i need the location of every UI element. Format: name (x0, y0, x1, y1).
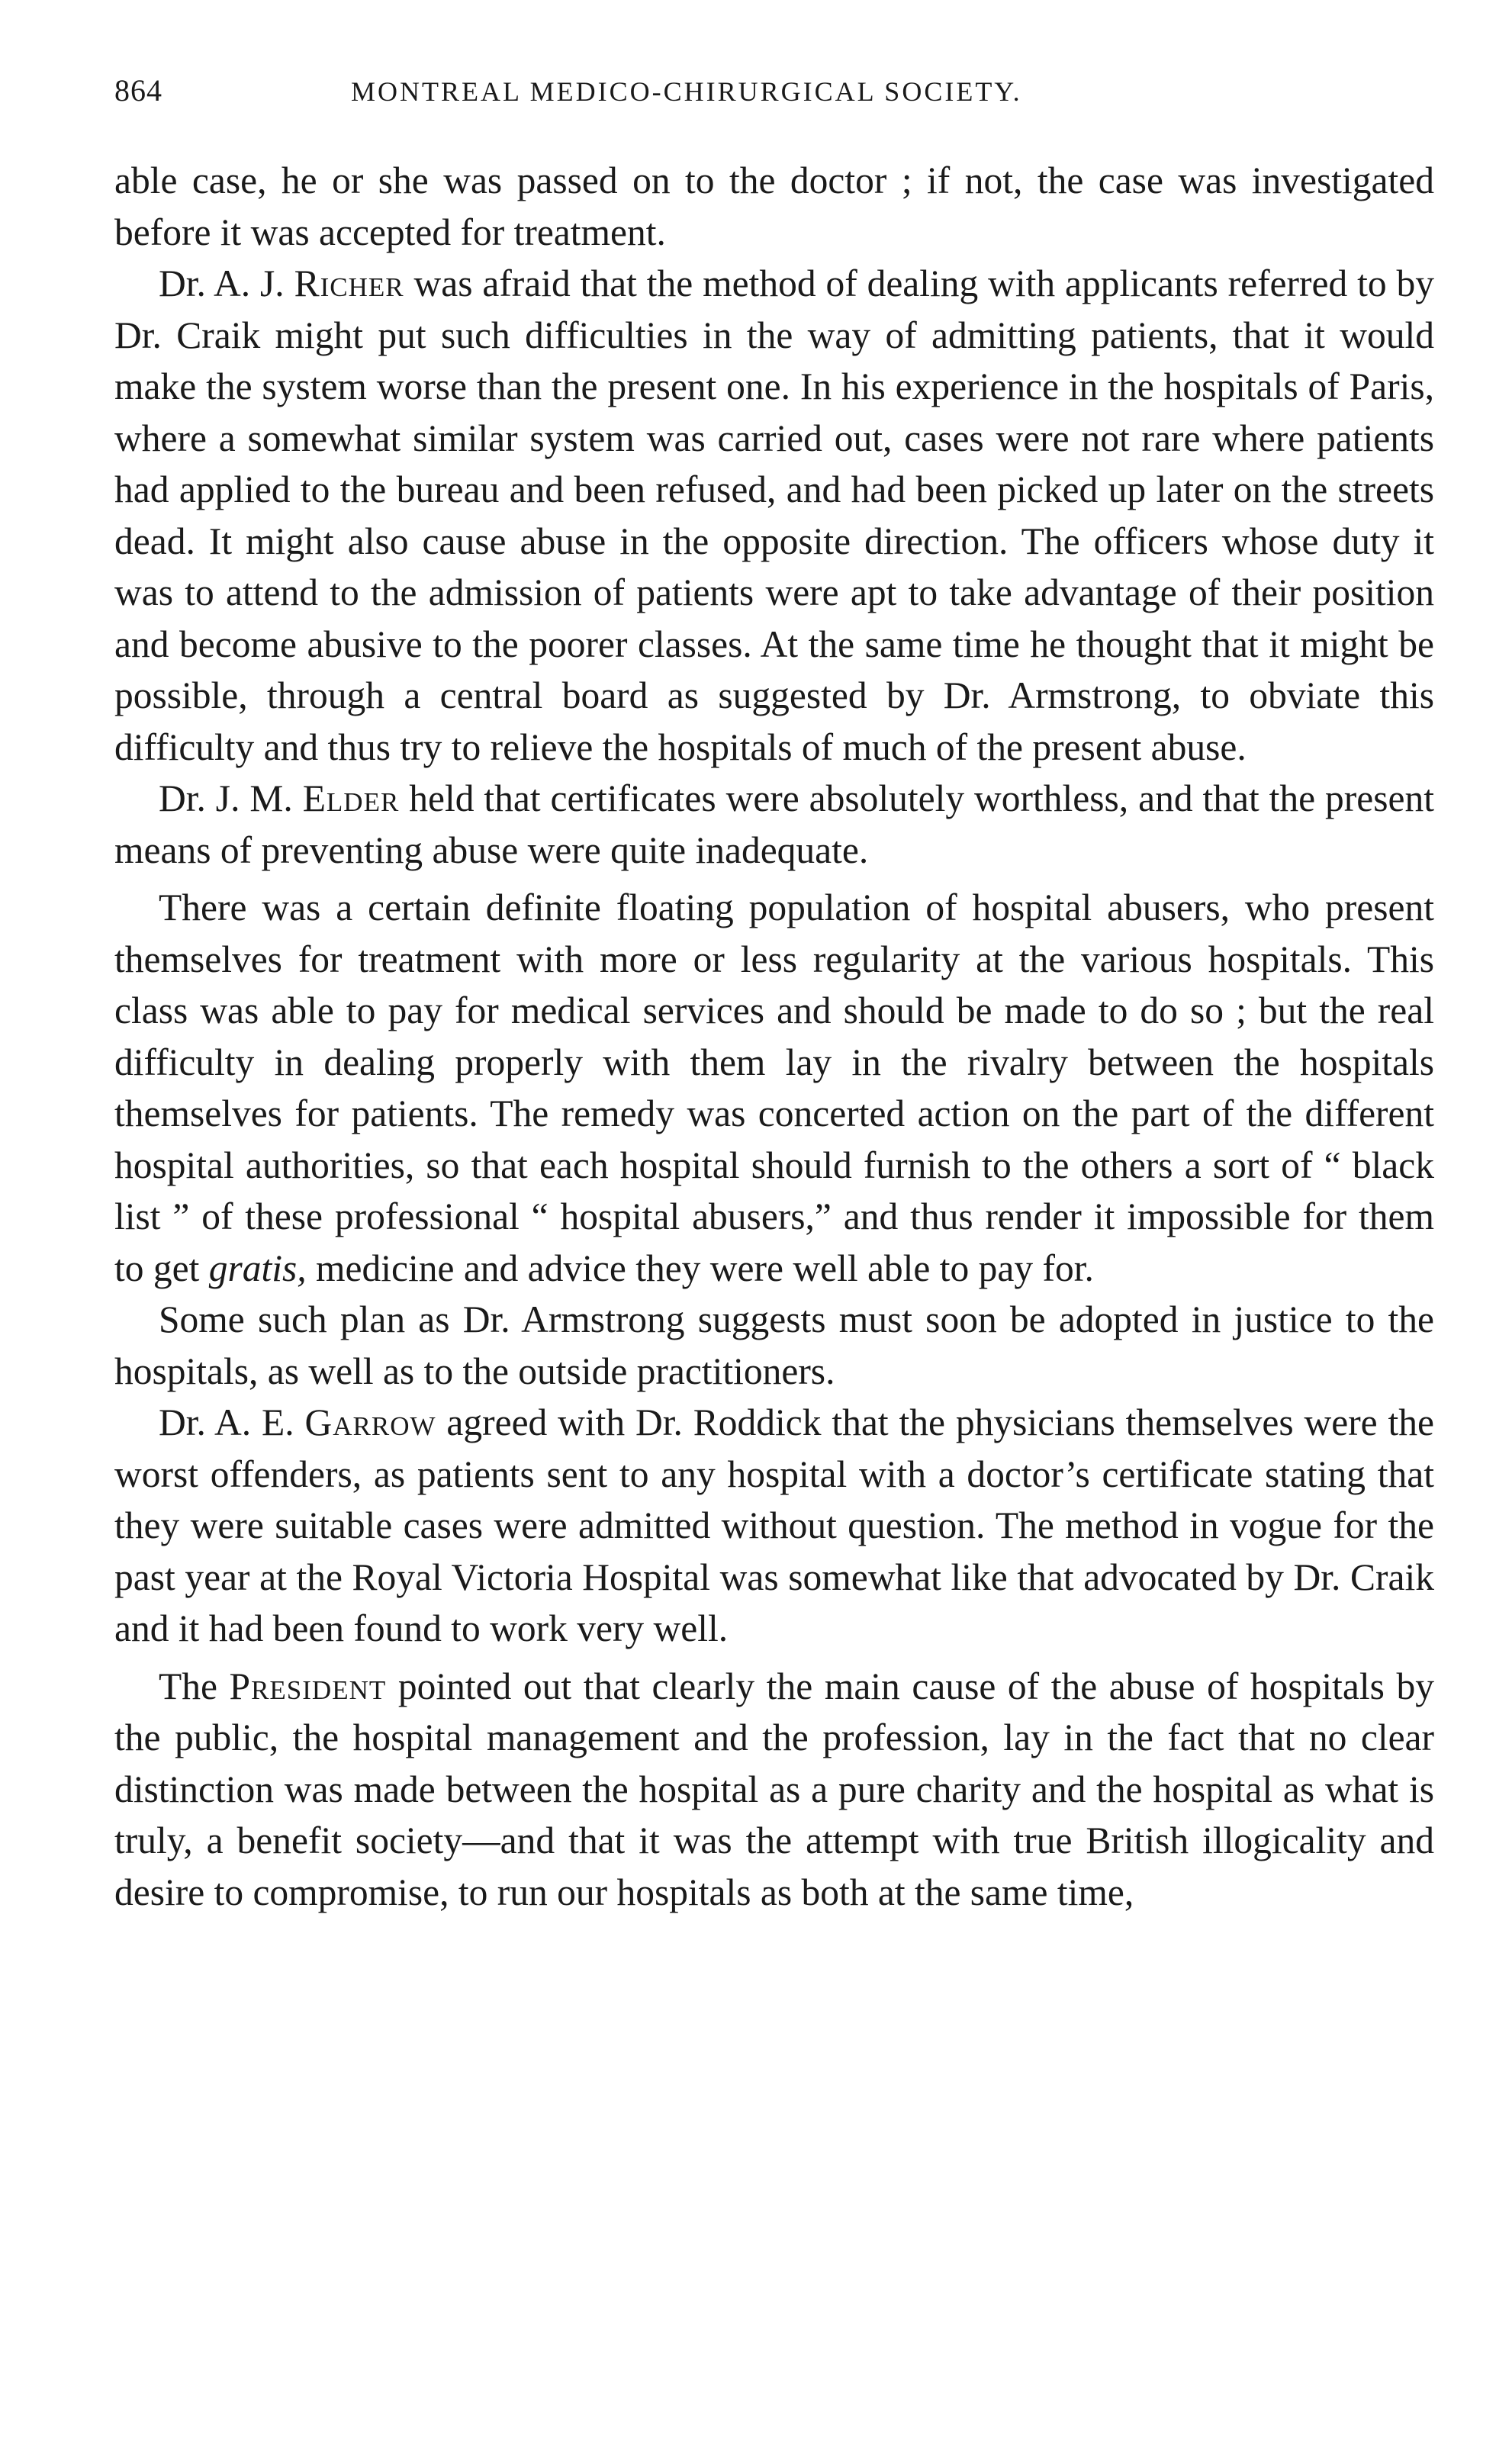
paragraph-text: able case, he or she was passed on to the doctor ; if not, the case was investigated before it was accepted for treatment. (114, 159, 1434, 253)
paragraph-text: held that certificates were absolutely worthless, and that the present means of preventing abuse were quite inadequate. (114, 777, 1434, 871)
paragraph-text: agreed with Dr. Roddick that the physicians themselves were the worst offenders, as patients sent to any hospital with a doctor’s certificate stating that they were suitable cases were admitted without question. The method in vogue for the past year at the Royal Victoria Hospital was somewhat like that advocated by Dr. Craik and it had been found to work very well. (114, 1401, 1434, 1649)
page-number: 864 (114, 73, 162, 108)
running-head (114, 72, 1434, 118)
paragraph-text: pointed out that clearly the main cause of the abuse of hospitals by the public, the hospital management and the profession, lay in the fact that no clear distinction was made between the hospital as a pure charity and the hospital as what is truly, a benefit society—and that it was the attempt with true British illogicality and desire to compromise, to run our hospitals as both at the same time, (114, 1665, 1434, 1913)
paragraph-text: was afraid that the method of dealing with applicants referred to by Dr. Craik might put such difficulties in the way of admitting patients, that it would make the system worse than the present one. In his experience in the hospitals of Paris, where a somewhat similar system was carried out, cases were not rare where patients had applied to the bureau and been refused, and had been picked up later on the streets dead. It might also cause abuse in the opposite direction. The officers whose duty it was to attend to the admission of patients were apt to take advantage of their position and become abusive to the poorer classes. At the same time he thought that it might be possible, through a central board as suggested by Dr. Armstrong, to obviate this difficulty and thus try to relieve the hospitals of much of the present abuse. (114, 262, 1434, 768)
speaker-prefix: Dr. A. E. (159, 1401, 305, 1443)
speaker-name: Garrow (304, 1401, 436, 1443)
running-title: MONTREAL MEDICO-CHIRURGICAL SOCIETY. (351, 76, 1022, 107)
paragraph-text: Some such plan as Dr. Armstrong suggests must soon be adopted in justice to the hospitals, as well as to the outside practitioners. (114, 1298, 1434, 1392)
paragraph-hospital-abusers (114, 882, 1434, 1294)
speaker-name: Elder (302, 777, 400, 819)
paragraph-garrow (114, 1397, 1434, 1655)
speaker-prefix: The (159, 1665, 230, 1707)
speaker-prefix: Dr. A. J. (159, 262, 294, 304)
paragraph-text: There was a certain definite floating population of hospital abusers, who present themselves for treatment with more or less regularity at the various hospitals. This class was able to pay for medical services and should be made to do so ; but the real difficulty in dealing properly with them lay in the rivalry between the hospitals themselves for patients. The remedy was concerted action on the part of the different hospital authorities, so that each hospital should furnish to the others a sort of “ black list ” of these professional “ hospital abusers,” and thus render it impossible for them to get (114, 886, 1434, 1289)
speaker-name: Richer (294, 262, 404, 304)
paragraph-elder (114, 773, 1434, 876)
paragraph-continued (114, 155, 1434, 258)
italic-word: gratis, (208, 1247, 307, 1289)
paragraph-richer (114, 258, 1434, 773)
paragraph-president (114, 1661, 1434, 1919)
paragraph-text: medicine and advice they were well able to pay for. (306, 1247, 1094, 1289)
speaker-prefix: Dr. J. M. (159, 777, 303, 819)
book-page (114, 72, 1434, 1918)
body-text (114, 155, 1434, 1918)
speaker-name: President (229, 1665, 387, 1707)
paragraph-armstrong-plan (114, 1294, 1434, 1397)
